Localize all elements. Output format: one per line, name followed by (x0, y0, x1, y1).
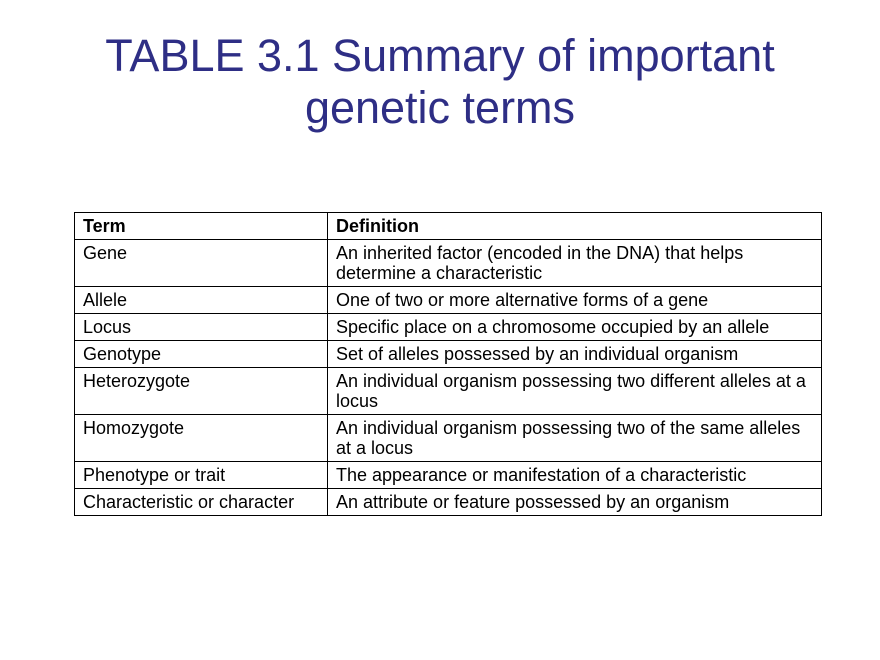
title-line-2: genetic terms (304, 82, 576, 133)
table-row (75, 368, 822, 415)
definition-cell: An inherited factor (encoded in the DNA) that helps determine a characteristic (328, 240, 822, 287)
table-row (75, 287, 822, 314)
definition-cell: One of two or more alternative forms of a gene (328, 287, 822, 314)
title-line-1: TABLE 3.1 Summary of important (105, 30, 775, 81)
table-row (75, 314, 822, 341)
term-cell: Homozygote (75, 415, 328, 462)
term-cell: Heterozygote (75, 368, 328, 415)
definition-cell: Set of alleles possessed by an individual organism (328, 341, 822, 368)
table-row (75, 462, 822, 489)
term-cell: Locus (75, 314, 328, 341)
table-row (75, 489, 822, 516)
table-row (75, 415, 822, 462)
term-cell: Genotype (75, 341, 328, 368)
genetic-terms-table (74, 212, 822, 516)
table-row (75, 240, 822, 287)
definition-cell: The appearance or manifestation of a characteristic (328, 462, 822, 489)
definition-cell: Specific place on a chromosome occupied by an allele (328, 314, 822, 341)
page-title (60, 30, 820, 134)
term-cell: Allele (75, 287, 328, 314)
definition-cell: An attribute or feature possessed by an organism (328, 489, 822, 516)
term-cell: Phenotype or trait (75, 462, 328, 489)
table-header-row (75, 213, 822, 240)
definition-cell: An individual organism possessing two different alleles at a locus (328, 368, 822, 415)
term-cell: Characteristic or character (75, 489, 328, 516)
definition-cell: An individual organism possessing two of the same alleles at a locus (328, 415, 822, 462)
header-definition: Definition (328, 213, 822, 240)
term-cell: Gene (75, 240, 328, 287)
header-term: Term (75, 213, 328, 240)
table-row (75, 341, 822, 368)
